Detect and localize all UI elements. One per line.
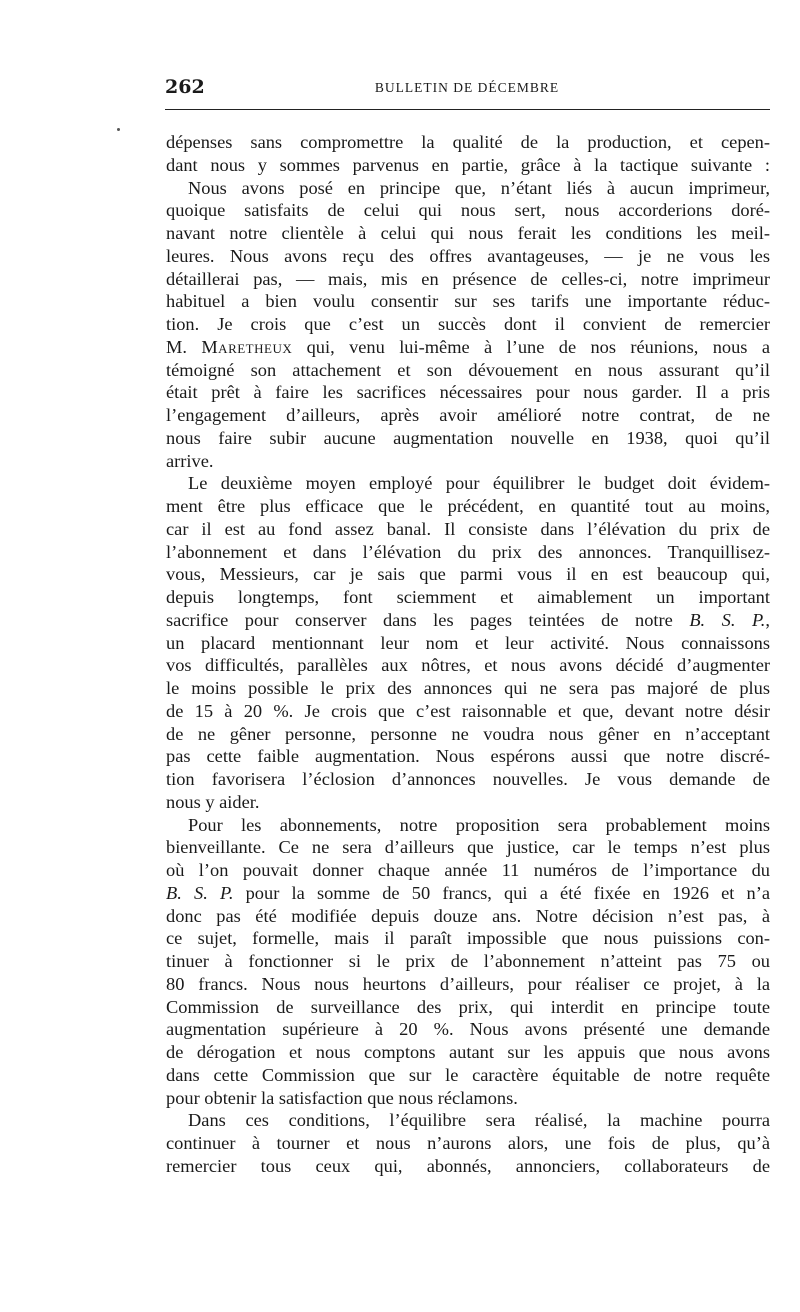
text-line: le moins possible le prix des annonces qui ne sera pas majoré de plus [166,678,770,698]
text-line: tinuer à fonctionner si le prix de l’abonnement n’atteint pas 75 ou [166,951,770,971]
text-line: ce sujet, formelle, mais il paraît impossible que nous puissions con- [166,928,770,949]
text-line: l’engagement d’ailleurs, après avoir amélioré notre contrat, de ne [166,405,770,425]
paragraph-end-line: arrive. [166,450,214,471]
text-line: tion. Je crois que c’est un succès dont il convient de remercier [166,314,770,334]
text-fragment: sacrifice pour conserver dans les pages teintées de notre [166,609,690,630]
page-number: 262 [165,76,205,98]
text-line: vos difficultés, parallèles aux nôtres, et nous avons décidé d’augmenter [166,655,770,676]
text-line: augmentation supérieure à 20 %. Nous avons présenté une demande [166,1019,770,1040]
text-line: dépenses sans compromettre la qualité de la production, et cepen- [166,132,770,152]
text-line: Commission de surveillance des prix, qui interdit en principe toute [166,996,770,1017]
text-line: de dérogation et nous comptons autant sur les appuis que nous avons [166,1042,770,1062]
text-line: leures. Nous avons reçu des offres avantageuses, — je ne vous les [166,245,770,266]
text-line: continuer à tourner et nous n’aurons alors, une fois de plus, qu’à [166,1133,770,1153]
text-line: tion favorisera l’éclosion d’annonces nouvelles. Je vous demande de [166,769,770,789]
text-line: remercier tous ceux qui, abonnés, annonciers, collaborateurs de [166,1155,770,1176]
text-line: où l’on pouvait donner chaque année 11 numéros de l’importance du [166,860,770,880]
paragraph-start-line: Pour les abonnements, notre proposition sera probablement moins [188,814,770,835]
text-line: l’abonnement et dans l’élévation du prix des annonces. Tranquillisez- [166,541,770,562]
text-fragment: pour la somme de 50 francs, qui a été fixée en 1926 et n’a [233,882,770,903]
text-line: dans cette Commission que sur le caractère équitable de notre requête [166,1064,770,1085]
text-line: habituel a bien voulu consentir sur ses tarifs une importante réduc- [166,291,770,312]
text-line: bienveillante. Ce ne sera d’ailleurs que justice, car le temps n’est plus [166,837,770,858]
paragraph-start-line: Dans ces conditions, l’équilibre sera réalisé, la machine pourra [188,1110,770,1131]
text-line: navant notre clientèle à celui qui nous ferait les conditions les meil- [166,223,770,243]
text-line: vous, Messieurs, car je sais que parmi vous il en est beaucoup qui, [166,564,770,585]
text-line: car il est au fond assez banal. Il consiste dans l’élévation du prix de [166,518,770,539]
page-header [165,76,769,102]
text-line: ment être plus efficace que le précédent, en quantité tout au moins, [166,496,770,516]
text-line: était prêt à faire les sacrifices nécessaires pour nous garder. Il a pris [166,382,770,403]
text-line: nous faire subir aucune augmentation nouvelle en 1938, quoi qu’il [166,427,770,448]
text-line: détaillerai pas, — mais, mis en présence de celles-ci, notre imprimeur [166,268,770,289]
journal-abbreviation: B. S. P. [689,609,766,630]
text-line: depuis longtemps, font sciemment et aimablement un important [166,587,770,607]
text-line: quoique satisfaits de celui qui nous sert, nous accorderions doré- [166,200,770,221]
paragraph-end-line: pour obtenir la satisfaction que nous réclamons. [166,1087,518,1108]
text-line: témoigné son attachement et son dévouement en nous assurant qu’il [166,359,770,380]
paragraph-end-line: nous y aider. [166,791,260,812]
text-line: donc pas été modifiée depuis douze ans. Notre décision n’est pas, à [166,905,770,926]
text-line: pas cette faible augmentation. Nous espérons aussi que notre discré- [166,746,770,767]
journal-abbreviation: B. S. P. [166,882,234,903]
text-line: dant nous y sommes parvenus en partie, grâce à la tactique suivante : [166,154,770,175]
text-line: de 15 à 20 %. Je crois que c’est raisonnable et que, devant notre désir [166,700,770,721]
paragraph-start-line: Le deuxième moyen employé pour équilibrer le budget doit évidem- [188,473,770,494]
paragraph-start-line: Nous avons posé en principe que, n’étant liés à aucun imprimeur, [188,177,770,198]
margin-mark [117,128,120,131]
text-line: de ne gêner personne, personne ne voudra nous gêner en n’acceptant [166,723,770,744]
text-line [166,336,770,359]
text-line [166,882,770,905]
text-line [166,609,770,632]
text-fragment: M. [166,336,202,357]
running-title: BULLETIN DE DÉCEMBRE [374,80,560,95]
text-line: un placard mentionnant leur nom et leur activité. Nous connaissons [166,632,770,653]
text-line: 80 francs. Nous nous heurtons d’ailleurs, pour réaliser ce projet, à la [166,973,770,994]
text-fragment: qui, venu lui-même à l’une de nos réunions, nous a [292,336,770,357]
text-fragment: , [765,609,771,630]
person-name: Maretheux [201,336,293,357]
header-rule [165,109,770,110]
body-text [166,131,770,1178]
